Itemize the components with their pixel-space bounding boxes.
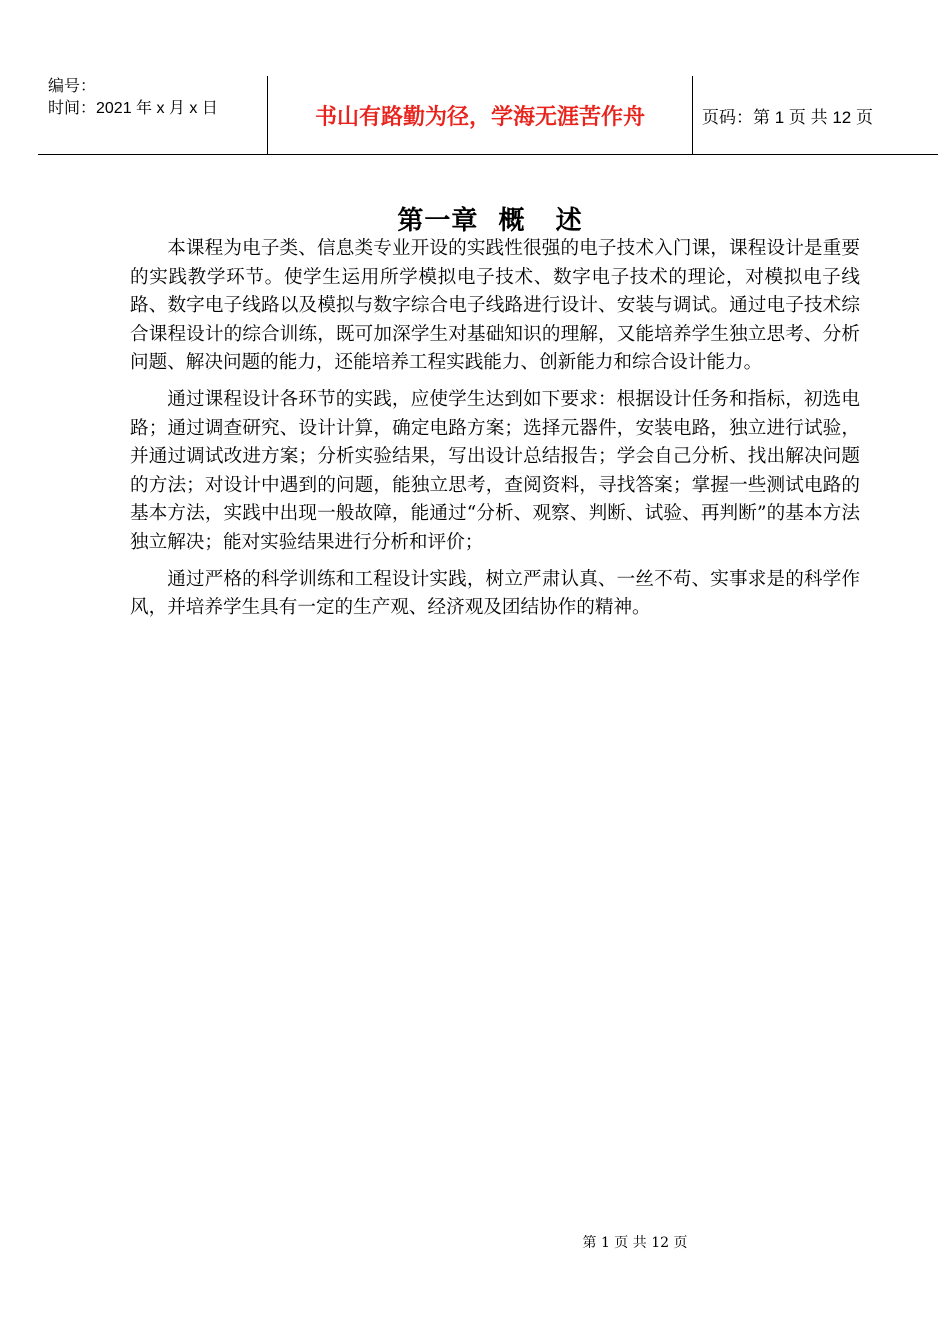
header-meta [48,76,268,154]
body-text [130,235,860,631]
paragraph-2: 通过课程设计各环节的实践，应使学生达到如下要求：根据设计任务和指标，初选电路；通过调查研究、设计计算，确定电路方案；选择元器件，安装电路，独立进行试验，并通过调试改进方案；分析实验结果，写出设计总结报告；学会自己分析、找出解决问题的方法；对设计中遇到的问题，能独立思考，查阅资料，寻找答案；掌握一些测试电路的基本方法，实践中出现一般故障，能通过“分析、观察、判断、试验、再判断”的基本方法独立解决；能对实验结果进行分析和评价； [130,388,860,553]
header-motto: 书山有路勤为径，学海无涯苦作舟 [314,104,645,130]
header-page-code: 页码：第 1 页 共 12 页 [702,107,873,127]
paragraph-3: 通过严格的科学训练和工程设计实践，树立严肃认真、一丝不苟、实事求是的科学作风，并培养学生具有一定的生产观、经济观及团结协作的精神。 [130,568,860,619]
page-header [38,76,938,155]
document-number-label: 编号： [48,78,97,95]
document-time-label: 时间：2021 年 x 月 x 日 [48,100,218,117]
header-divider-right [692,76,693,154]
page-footer: 第 1 页 共 12 页 [582,1235,688,1251]
chapter-title: 第一章 概 述 [397,206,583,236]
paragraph-1: 本课程为电子类、信息类专业开设的实践性很强的电子技术入门课，课程设计是重要的实践教学环节。使学生运用所学模拟电子技术、数字电子技术的理论，对模拟电子线路、数字电子线路以及模拟与数字综合电子线路进行设计、安装与调试。通过电子技术综合课程设计的综合训练，既可加深学生对基础知识的理解，又能培养学生独立思考、分析问题、解决问题的能力，还能培养工程实践能力、创新能力和综合设计能力。 [130,238,860,374]
